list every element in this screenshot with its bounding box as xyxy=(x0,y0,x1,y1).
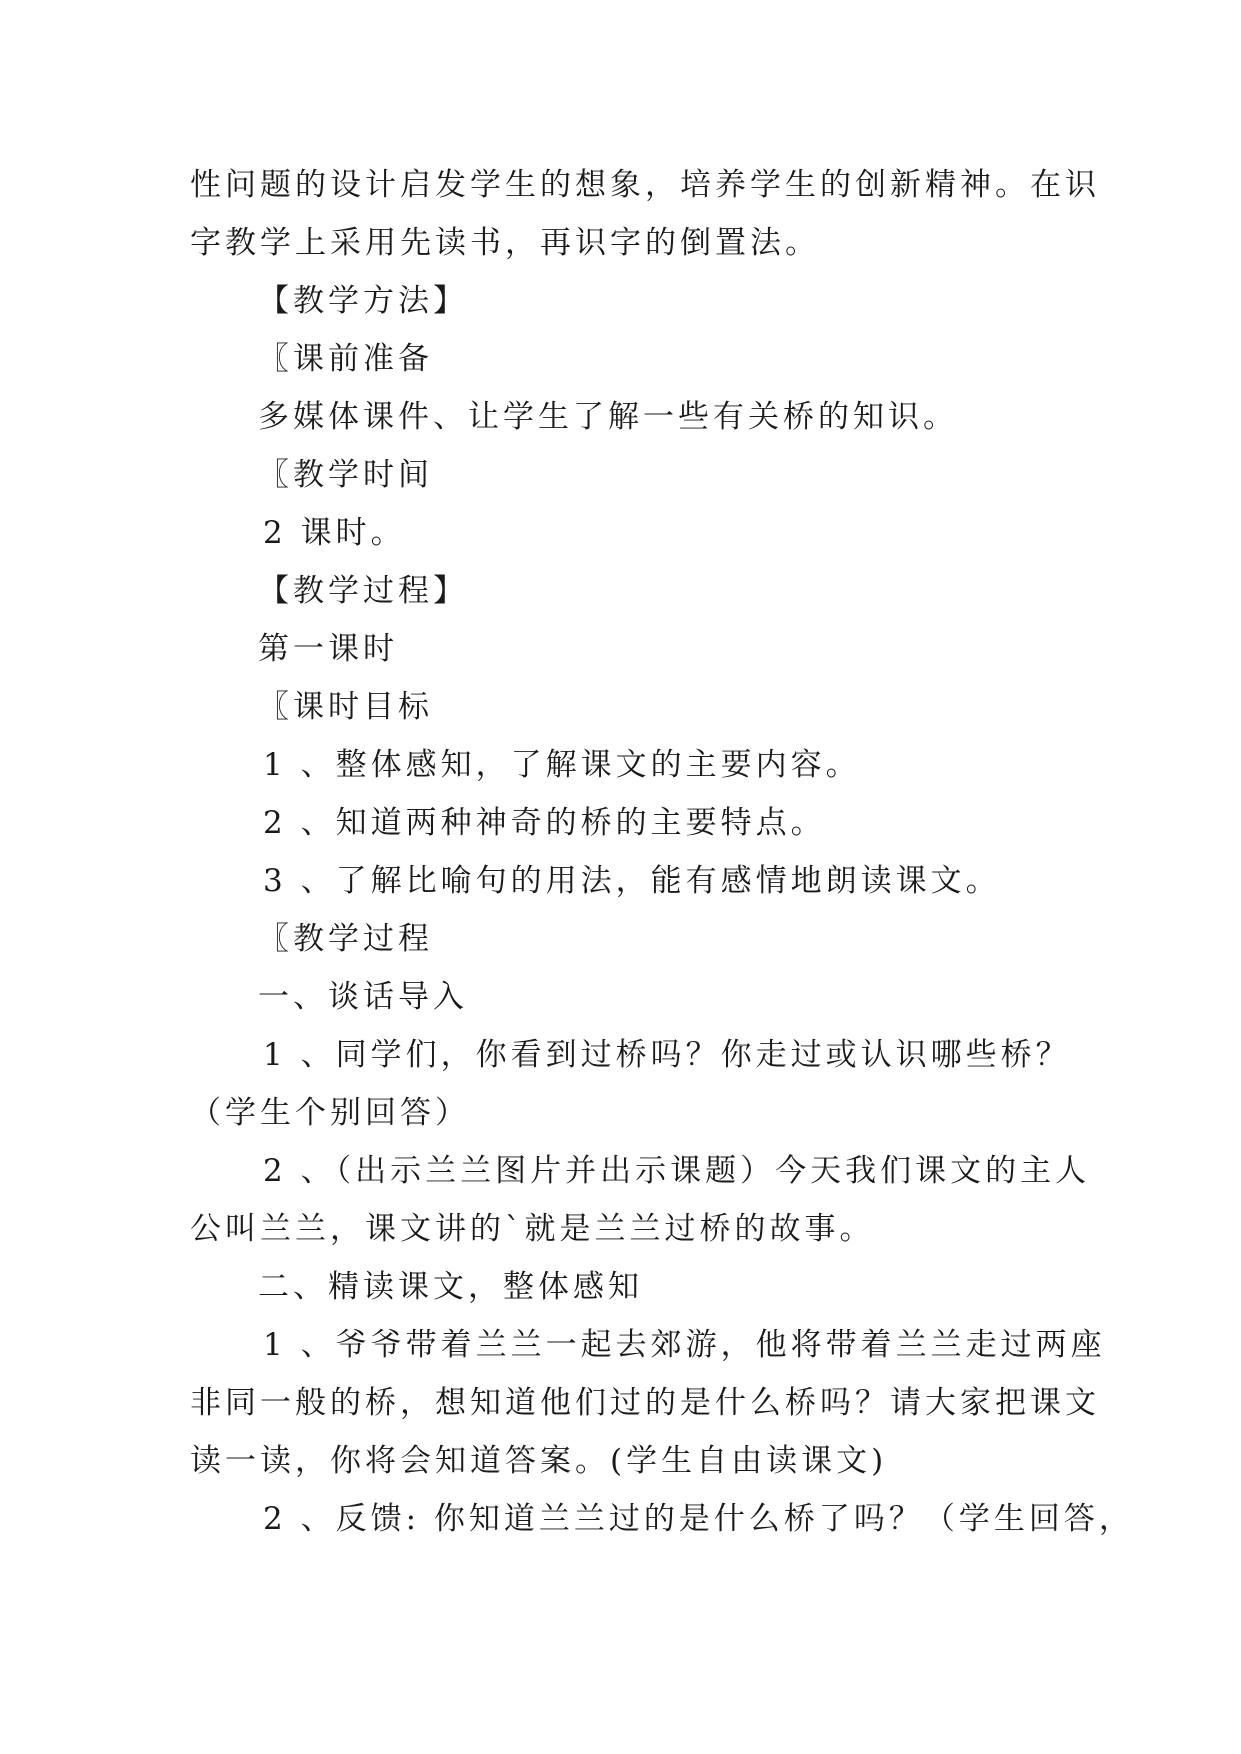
list-item: 2 、（出示兰兰图片并出示课题）今天我们课文的主人 xyxy=(263,1153,1091,1189)
text-line: 二、精读课文，整体感知 xyxy=(258,1269,643,1305)
text-line: 公叫兰兰，课文讲的`就是兰兰过桥的故事。 xyxy=(190,1211,875,1247)
list-item: 1 、爷爷带着兰兰一起去郊游，他将带着兰兰走过两座 xyxy=(263,1327,1106,1363)
list-item: 1 、整体感知，了解课文的主要内容。 xyxy=(263,747,861,783)
text-line: 读一读，你将会知道答案。(学生自由读课文) xyxy=(190,1443,888,1479)
text-line: 字教学上采用先读书，再识字的倒置法。 xyxy=(190,225,820,261)
text-line: 第一课时 xyxy=(258,631,398,667)
text-line: 一、谈话导入 xyxy=(258,979,468,1015)
section-heading: 【教学过程】 xyxy=(258,573,468,609)
subsection-heading: 〖教学时间 xyxy=(258,457,433,493)
list-item: 3 、了解比喻句的用法，能有感情地朗读课文。 xyxy=(263,863,1001,899)
subsection-heading: 〖教学过程 xyxy=(258,921,433,957)
text-line: 2 课时。 xyxy=(263,515,406,551)
list-item: 2 、知道两种神奇的桥的主要特点。 xyxy=(263,805,826,841)
list-item: 1 、同学们，你看到过桥吗？你走过或认识哪些桥？ xyxy=(263,1037,1071,1073)
text-line: 多媒体课件、让学生了解一些有关桥的知识。 xyxy=(258,399,958,435)
subsection-heading: 〖课前准备 xyxy=(258,341,433,377)
list-item: 2 、反馈: 你知道兰兰过的是什么桥了吗？（学生回答， xyxy=(263,1501,1134,1537)
section-heading: 【教学方法】 xyxy=(258,283,468,319)
text-line: 非同一般的桥，想知道他们过的是什么桥吗？请大家把课文 xyxy=(190,1385,1100,1421)
text-line: （学生个别回答） xyxy=(190,1095,470,1131)
subsection-heading: 〖课时目标 xyxy=(258,689,433,725)
text-line: 性问题的设计启发学生的想象，培养学生的创新精神。在识 xyxy=(190,167,1100,203)
